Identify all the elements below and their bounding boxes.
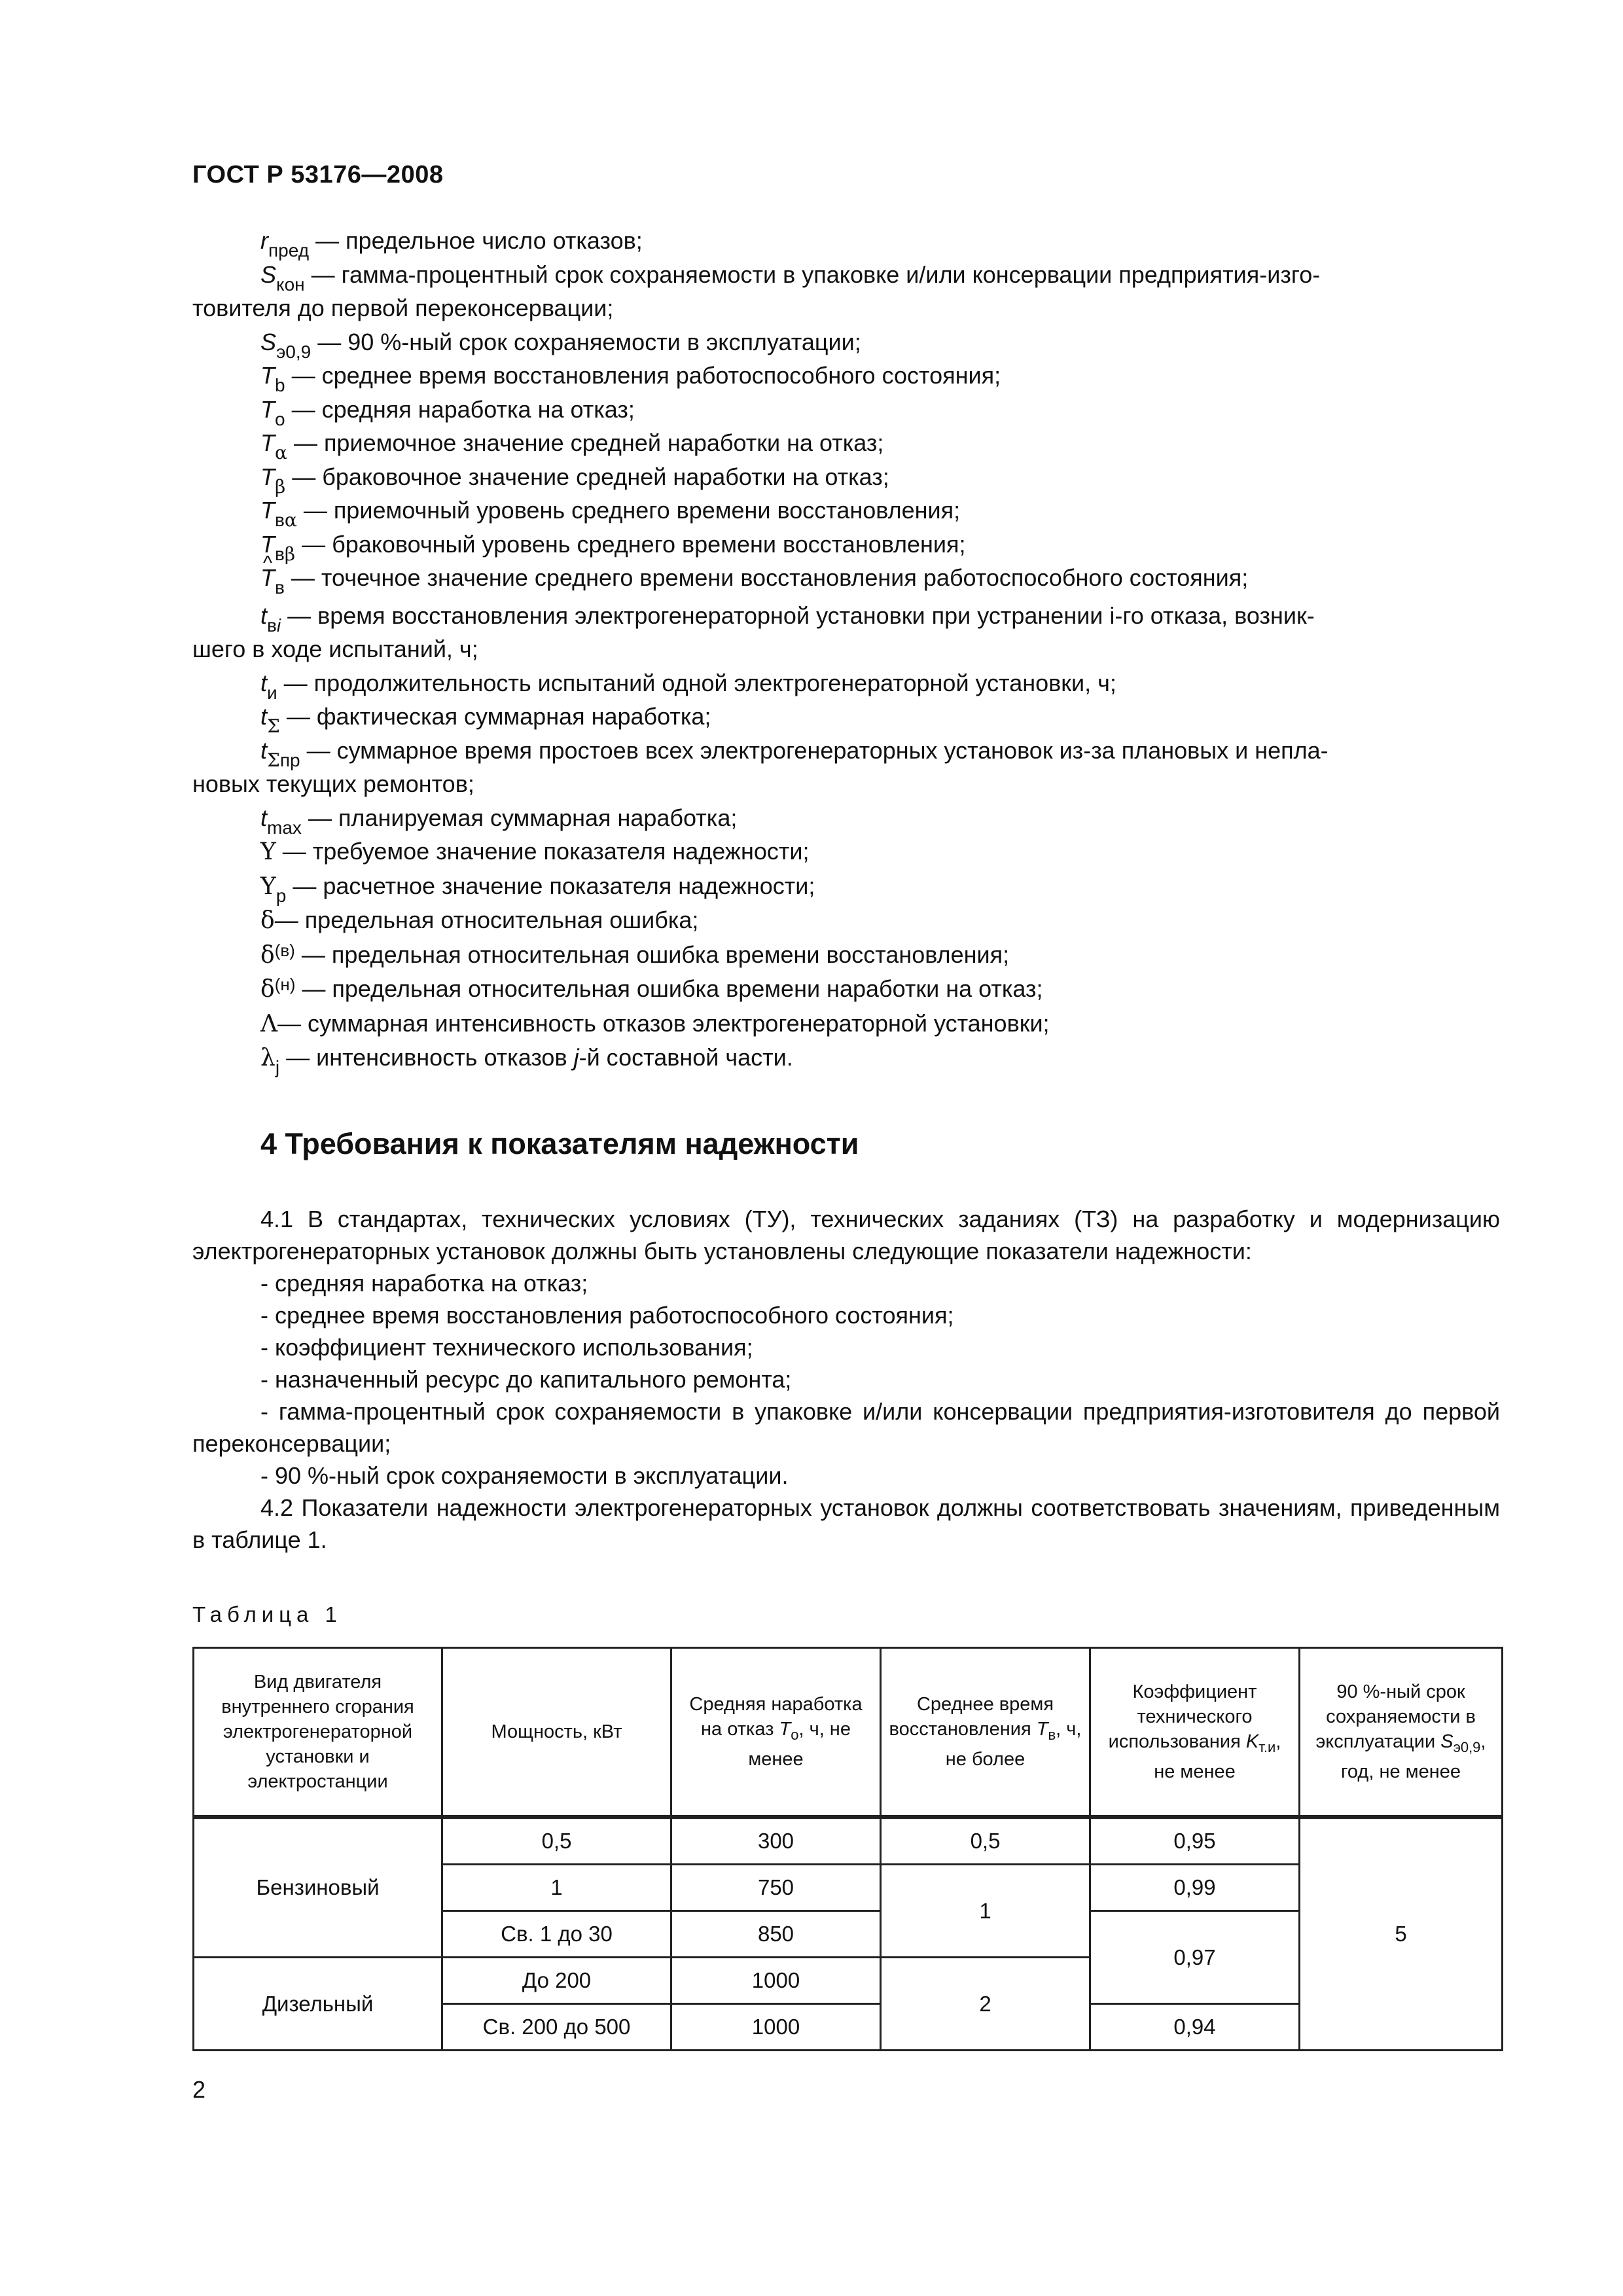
definition-line: $T_\alpha$ — приемочное значение средней наработки на отказ; — [260, 429, 884, 463]
table-cell: 0,5 — [442, 1817, 671, 1865]
definition-line: $T_b$ — среднее время восстановления работоспособного состояния; — [260, 362, 1001, 395]
table-cell: 0,5 — [881, 1817, 1090, 1865]
column-header: Мощность, кВт — [442, 1648, 671, 1818]
definition-line: $T_{в\alpha}$ — приемочный уровень среднего времени восстановления; — [260, 497, 961, 531]
column-header: 90 %-ный срок сохраняемости в эксплуатации $S_{э0,9}$, год, не менее — [1300, 1648, 1503, 1818]
table-cell: 5 — [1300, 1817, 1503, 2051]
table-cell: 1000 — [671, 1958, 881, 2004]
definition-line-continued: товителя до первой переконсервации; — [192, 295, 614, 321]
paragraph: 4.2 Показатели надежности электрогенераторных установок должны соответствовать значениям, приведенным в таблице 1. — [192, 1494, 1500, 1553]
table-cell: 1 — [881, 1865, 1090, 1958]
table-cell: Дизельный — [194, 1958, 442, 2051]
table-cell: 850 — [671, 1911, 881, 1958]
list-item: - назначенный ресурс до капитального ремонта; — [260, 1366, 792, 1393]
definition-line: $T_{в\beta}$ — браковочный уровень среднего времени восстановления; — [260, 530, 966, 565]
symbol-definitions — [192, 224, 1500, 1075]
definition-line-continued: шего в ходе испытаний, ч; — [192, 636, 478, 662]
definition-line: $t_{вi}$ — время восстановления электрогенераторной установки при устранении i-го отказа, возник- — [260, 601, 1315, 636]
definition-line: ^ $T_в$ — точечное значение среднего времени восстановления работоспособного состояния; — [192, 561, 1500, 595]
column-header: Среднее время восстановления $T_в$, ч, не более — [881, 1648, 1090, 1818]
definition-line: $t_и$ — продолжительность испытаний одной электрогенераторной установки, ч; — [260, 669, 1116, 703]
table-cell: 0,95 — [1090, 1817, 1300, 1865]
document-header: ГОСТ Р 53176—2008 — [192, 161, 444, 188]
definition-line: $\delta^{(в)}$ — предельная относительная ошибка времени восстановления; — [260, 940, 1010, 969]
table-cell: 750 — [671, 1865, 881, 1911]
list-item: - гамма-процентный срок сохраняемости в упаковке и/или консервации предприятия-изготовителя до первой переконсервации; — [192, 1398, 1500, 1457]
table-cell: 0,94 — [1090, 2004, 1300, 2051]
table-cell: Св. 1 до 30 — [442, 1911, 671, 1958]
section-body — [192, 1203, 1500, 1556]
table-header-row — [194, 1648, 1503, 1818]
table-cell: Бензиновый — [194, 1817, 442, 1958]
list-item: - 90 %-ный срок сохраняемости в эксплуатации. — [260, 1462, 789, 1489]
definition-line: $T_о$ — средняя наработка на отказ; — [260, 395, 635, 429]
column-header: Средняя наработка на отказ $T_о$, ч, не менее — [671, 1648, 881, 1818]
definition-line: $\lambda_j$ — интенсивность отказов j-й составной части. — [260, 1044, 793, 1077]
table-cell: До 200 — [442, 1958, 671, 2004]
table-cell: 1000 — [671, 2004, 881, 2051]
column-header: Коэффициент технического использования $K_{т.и}$, не менее — [1090, 1648, 1300, 1818]
list-item: - среднее время восстановления работоспособного состояния; — [260, 1302, 954, 1329]
definition-line: δ— предельная относительная ошибка; — [260, 906, 699, 934]
definition-line-continued: новых текущих ремонтов; — [192, 770, 474, 797]
definition-line: Υ — требуемое значение показателя надежности; — [260, 838, 810, 865]
page-number: 2 — [192, 2076, 206, 2103]
definition-line: $S_{э0,9}$ — 90 %-ный срок сохраняемости в эксплуатации; — [260, 328, 861, 362]
definition-line: $t_{\Sigma пр}$ — суммарное время простоев всех электрогенераторных установок из-за плановых и непла- — [260, 736, 1329, 771]
definition-line: $\delta^{(н)}$ — предельная относительная ошибка времени наработки на отказ; — [260, 975, 1043, 1003]
definition-line: $t_{max}$ — планируемая суммарная наработка; — [260, 804, 738, 838]
table-cell: Св. 200 до 500 — [442, 2004, 671, 2051]
reliability-table — [192, 1647, 1503, 2051]
table-cell: 0,99 — [1090, 1865, 1300, 1911]
definition-line: $S_{кон}$ — гамма-процентный срок сохраняемости в упаковке и/или консервации предприятия-изго- — [260, 260, 1321, 295]
definition-line: $\Upsilon_р$ — расчетное значение показателя надежности; — [260, 872, 815, 906]
list-item: - средняя наработка на отказ; — [260, 1270, 588, 1297]
section-heading: 4 Требования к показателям надежности — [260, 1127, 859, 1160]
list-item: - коэффициент технического использования; — [260, 1334, 753, 1361]
table-cell: 300 — [671, 1817, 881, 1865]
definition-line: $r_{пред}$ — предельное число отказов; — [260, 227, 643, 260]
paragraph: 4.1 В стандартах, технических условиях (ТУ), технических заданиях (ТЗ) на разработку и модернизацию электрогенераторных установок должны быть установлены следующие показатели надежности: — [192, 1206, 1500, 1265]
column-header: Вид двигателя внутреннего сгорания электрогенераторной установки и электростанции — [194, 1648, 442, 1818]
table-cell: 2 — [881, 1958, 1090, 2051]
definition-line: $T_\beta$ — браковочное значение средней наработки на отказ; — [260, 463, 889, 497]
definition-line: Λ— суммарная интенсивность отказов электрогенераторной установки; — [260, 1009, 1050, 1037]
table-caption: Таблица 1 — [192, 1602, 342, 1626]
definition-line: $t_\Sigma$ — фактическая суммарная наработка; — [260, 703, 711, 737]
table-cell: 0,97 — [1090, 1911, 1300, 2004]
table-cell: 1 — [442, 1865, 671, 1911]
table-row — [194, 1817, 1503, 1865]
